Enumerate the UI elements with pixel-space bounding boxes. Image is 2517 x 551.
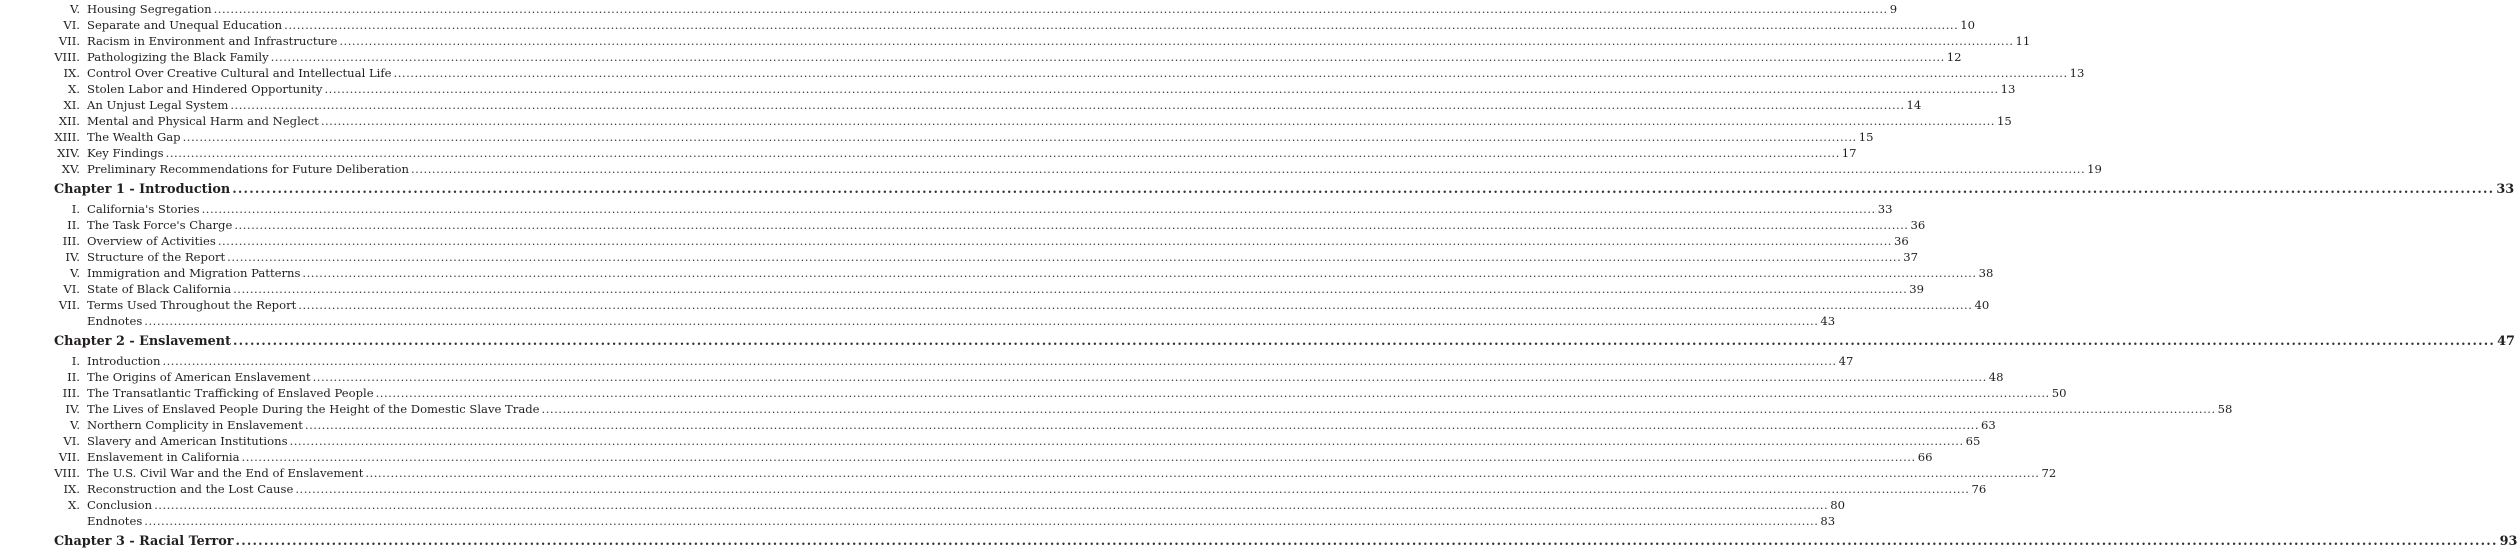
toc-entry-line xyxy=(87,65,2085,81)
toc-entry-title: Mental and Physical Harm and Neglect xyxy=(87,114,319,128)
toc-entry-line xyxy=(54,333,2515,351)
dot-leader: ................................................................................................................................................................................................................................................................................................................................................................................................................ xyxy=(304,418,1980,432)
toc-entry-page-number: 19 xyxy=(2087,162,2102,176)
toc-section-entry[interactable] xyxy=(0,145,1857,161)
toc-entry-number: III. xyxy=(62,386,80,400)
dot-leader: ................................................................................................................................................................................................................................................................................................................................................................................................................ xyxy=(234,218,1909,232)
toc-entry-line xyxy=(87,513,1836,529)
toc-entry-page-number: 36 xyxy=(1910,218,1926,232)
toc-entry-number: IV. xyxy=(65,402,80,416)
dot-leader: ................................................................................................................................................................................................................................................................................................................................................................................................................ xyxy=(411,162,2086,176)
toc-entry-line xyxy=(87,161,2102,177)
toc-entry-title: Overview of Activities xyxy=(87,234,216,248)
toc-entry-page-number: 38 xyxy=(1978,266,1994,280)
toc-entry-number: VII. xyxy=(58,34,80,48)
toc-entry-page-number: 47 xyxy=(1838,354,1854,368)
toc-entry-number: I. xyxy=(71,202,80,216)
dot-leader: ................................................................................................................................................................................................................................................................................................................................................................................................................ xyxy=(324,82,1999,96)
toc-entry-title: Endnotes xyxy=(87,314,143,328)
dot-leader: ................................................................................................................................................................................................................................................................................................................................................................................................................ xyxy=(295,482,1970,496)
toc-section-entry[interactable] xyxy=(0,81,2016,97)
toc-entry-page-number: 65 xyxy=(1965,434,1981,448)
toc-section-entry[interactable] xyxy=(0,33,2031,49)
toc-entry-page-number: 93 xyxy=(2499,534,2517,549)
toc-entry-title: Racism in Environment and Infrastructure xyxy=(87,34,338,48)
toc-entry-number: IV. xyxy=(65,250,80,264)
toc-entry-title: State of Black California xyxy=(87,282,232,296)
toc-entry-line xyxy=(87,265,1994,281)
toc-entry-line xyxy=(87,433,1981,449)
toc-entry-title: Introduction xyxy=(87,354,161,368)
toc-section-entry[interactable] xyxy=(0,201,1893,217)
dot-leader: ................................................................................................................................................................................................................................................................................................................................................................................................................ xyxy=(235,534,2498,549)
toc-section-entry[interactable] xyxy=(0,217,1926,233)
toc-entry-title: Key Findings xyxy=(87,146,164,160)
toc-entry-page-number: 10 xyxy=(1960,18,1976,32)
toc-section-entry[interactable] xyxy=(0,265,1994,281)
toc-entry-title: Chapter 1 - Introduction xyxy=(54,182,231,197)
toc-section-entry[interactable] xyxy=(0,1,1898,17)
toc-entry-page-number: 13 xyxy=(2000,82,2016,96)
toc-entry-page-number: 76 xyxy=(1971,482,1987,496)
toc-entry-page-number: 58 xyxy=(2217,402,2233,416)
toc-entry-title: Stolen Labor and Hindered Opportunity xyxy=(87,82,323,96)
toc-entry-line xyxy=(87,401,2233,417)
toc-section-entry[interactable] xyxy=(0,497,1845,513)
toc-entry-page-number: 33 xyxy=(1877,202,1893,216)
toc-section-entry[interactable] xyxy=(0,97,1922,113)
toc-entry-title: Chapter 2 - Enslavement xyxy=(54,334,231,349)
dot-leader: ................................................................................................................................................................................................................................................................................................................................................................................................................ xyxy=(230,98,1905,112)
toc-entry-line xyxy=(87,201,1893,217)
toc-entry-line xyxy=(87,217,1926,233)
toc-section-entry[interactable] xyxy=(0,369,2004,385)
toc-section-entry[interactable] xyxy=(0,313,1836,329)
dot-leader: ................................................................................................................................................................................................................................................................................................................................................................................................................ xyxy=(365,466,2040,480)
toc-entry-title: The Origins of American Enslavement xyxy=(87,370,311,384)
toc-entry-number: II. xyxy=(67,218,80,232)
toc-entry-page-number: 63 xyxy=(1981,418,1996,432)
toc-entry-number: VII. xyxy=(58,450,80,464)
toc-entry-page-number: 39 xyxy=(1909,282,1925,296)
toc-entry-number: VII. xyxy=(58,298,80,312)
toc-entry-title: Enslavement in California xyxy=(87,450,240,464)
toc-section-entry[interactable] xyxy=(0,113,2012,129)
toc-entry-number: XV. xyxy=(61,162,80,176)
dot-leader: ................................................................................................................................................................................................................................................................................................................................................................................................................ xyxy=(144,314,1819,328)
toc-entry-title: The Wealth Gap xyxy=(87,130,181,144)
toc-entry-number: XII. xyxy=(58,114,80,128)
toc-entry-page-number: 13 xyxy=(2069,66,2085,80)
toc-entry-page-number: 17 xyxy=(1841,146,1857,160)
dot-leader: ................................................................................................................................................................................................................................................................................................................................................................................................................ xyxy=(217,234,1892,248)
toc-entry-page-number: 15 xyxy=(1858,130,1874,144)
toc-entry-number: IX. xyxy=(63,482,80,496)
toc-entry-title: The Lives of Enslaved People During the Height of the Domestic Slave Trade xyxy=(87,402,540,416)
dot-leader: ................................................................................................................................................................................................................................................................................................................................................................................................................ xyxy=(144,514,1819,528)
toc-entry-line xyxy=(87,17,1976,33)
toc-entry-title: Structure of the Report xyxy=(87,250,226,264)
toc-entry-number: XIV. xyxy=(57,146,80,160)
toc-entry-line xyxy=(87,313,1836,329)
toc-entry-line xyxy=(87,81,2016,97)
toc-entry-page-number: 80 xyxy=(1830,498,1845,512)
toc-entry-title: The U.S. Civil War and the End of Enslavement xyxy=(87,466,364,480)
toc-entry-number: X. xyxy=(68,498,80,512)
dot-leader: ................................................................................................................................................................................................................................................................................................................................................................................................................ xyxy=(312,370,1987,384)
toc-section-entry[interactable] xyxy=(0,513,1836,529)
dot-leader: ................................................................................................................................................................................................................................................................................................................................................................................................................ xyxy=(213,2,1888,16)
toc-entry-number: VI. xyxy=(63,282,80,296)
dot-leader: ................................................................................................................................................................................................................................................................................................................................................................................................................ xyxy=(165,146,1840,160)
toc-entry-line xyxy=(87,497,1845,513)
toc-entry-page-number: 11 xyxy=(2015,34,2031,48)
toc-entry-line xyxy=(87,145,1857,161)
toc-entry-page-number: 50 xyxy=(2051,386,2067,400)
toc-entry-page-number: 37 xyxy=(1903,250,1919,264)
toc-entry-number: X. xyxy=(68,82,80,96)
toc-entry-title: Slavery and American Institutions xyxy=(87,434,288,448)
toc-entry-title: Conclusion xyxy=(87,498,153,512)
toc-section-entry[interactable] xyxy=(0,249,1919,265)
toc-entry-line xyxy=(87,353,1854,369)
dot-leader: ................................................................................................................................................................................................................................................................................................................................................................................................................ xyxy=(320,114,1995,128)
toc-entry-line xyxy=(54,533,2517,551)
toc-entry-line xyxy=(87,1,1898,17)
toc-entry-number: IX. xyxy=(63,66,80,80)
toc-entry-title: California's Stories xyxy=(87,202,200,216)
toc-entry-title: Pathologizing the Black Family xyxy=(87,50,269,64)
toc-entry-title: The Task Force's Charge xyxy=(87,218,233,232)
toc-entry-number: II. xyxy=(67,370,80,384)
toc-section-entry[interactable] xyxy=(0,297,1990,313)
dot-leader: ................................................................................................................................................................................................................................................................................................................................................................................................................ xyxy=(233,334,2496,349)
toc-entry-number: XI. xyxy=(63,98,80,112)
toc-section-entry[interactable] xyxy=(0,401,2233,417)
dot-leader: ................................................................................................................................................................................................................................................................................................................................................................................................................ xyxy=(241,450,1916,464)
toc-entry-line xyxy=(87,233,1909,249)
toc-entry-line xyxy=(87,49,1962,65)
toc-entry-page-number: 9 xyxy=(1889,2,1898,16)
toc-entry-line xyxy=(87,281,1925,297)
dot-leader: ................................................................................................................................................................................................................................................................................................................................................................................................................ xyxy=(393,66,2068,80)
toc-entry-title: Reconstruction and the Lost Cause xyxy=(87,482,294,496)
dot-leader: ................................................................................................................................................................................................................................................................................................................................................................................................................ xyxy=(289,434,1964,448)
toc-entry-line xyxy=(87,249,1919,265)
toc-entry-page-number: 43 xyxy=(1820,314,1836,328)
toc-entry-number: VI. xyxy=(63,434,80,448)
toc-entry-page-number: 36 xyxy=(1893,234,1909,248)
toc-entry-line xyxy=(87,481,1987,497)
toc-entry-title: Northern Complicity in Enslavement xyxy=(87,418,303,432)
toc-section-entry[interactable] xyxy=(0,449,1933,465)
toc-entry-line xyxy=(87,33,2031,49)
dot-leader: ................................................................................................................................................................................................................................................................................................................................................................................................................ xyxy=(154,498,1829,512)
dot-leader: ................................................................................................................................................................................................................................................................................................................................................................................................................ xyxy=(201,202,1876,216)
dot-leader: ................................................................................................................................................................................................................................................................................................................................................................................................................ xyxy=(182,130,1857,144)
dot-leader: ................................................................................................................................................................................................................................................................................................................................................................................................................ xyxy=(233,282,1908,296)
toc-entry-line xyxy=(87,129,1874,145)
toc-section-entry[interactable] xyxy=(0,129,1874,145)
toc-entry-page-number: 47 xyxy=(2497,334,2515,349)
toc-section-entry[interactable] xyxy=(0,481,1987,497)
toc-entry-line xyxy=(87,417,1996,433)
toc-entry-line xyxy=(54,181,2515,199)
toc-section-entry[interactable] xyxy=(0,417,1996,433)
toc-entry-title: Immigration and Migration Patterns xyxy=(87,266,301,280)
dot-leader: ................................................................................................................................................................................................................................................................................................................................................................................................................ xyxy=(232,182,2495,197)
toc-section-entry[interactable] xyxy=(0,281,1925,297)
toc-entry-number: VIII. xyxy=(54,50,80,64)
toc-entry-number: V. xyxy=(69,418,80,432)
toc-entry-title: An Unjust Legal System xyxy=(87,98,229,112)
dot-leader: ................................................................................................................................................................................................................................................................................................................................................................................................................ xyxy=(375,386,2050,400)
toc-entry-page-number: 14 xyxy=(1906,98,1922,112)
toc-entry-number: V. xyxy=(69,266,80,280)
toc-entry-number: XIII. xyxy=(54,130,80,144)
toc-section-entry[interactable] xyxy=(0,385,2067,401)
toc-entry-title: Separate and Unequal Education xyxy=(87,18,283,32)
toc-entry-page-number: 66 xyxy=(1917,450,1933,464)
toc-entry-page-number: 40 xyxy=(1974,298,1990,312)
toc-entry-number: VI. xyxy=(63,18,80,32)
toc-entry-line xyxy=(87,113,2012,129)
toc-entry-number: I. xyxy=(71,354,80,368)
toc-entry-line xyxy=(87,297,1990,313)
toc-entry-line xyxy=(87,465,2057,481)
toc-entry-number: V. xyxy=(69,2,80,16)
toc-entry-page-number: 15 xyxy=(1996,114,2012,128)
toc-chapter-entry[interactable] xyxy=(0,533,2517,551)
toc-section-entry[interactable] xyxy=(0,465,2057,481)
toc-chapter-entry[interactable] xyxy=(0,181,2515,199)
toc-entry-title: Control Over Creative Cultural and Intellectual Life xyxy=(87,66,392,80)
dot-leader: ................................................................................................................................................................................................................................................................................................................................................................................................................ xyxy=(298,298,1973,312)
toc-chapter-entry[interactable] xyxy=(0,333,2515,351)
toc-entry-page-number: 72 xyxy=(2041,466,2057,480)
toc-entry-line xyxy=(87,97,1922,113)
toc-entry-page-number: 83 xyxy=(1820,514,1836,528)
toc-entry-page-number: 48 xyxy=(1988,370,2004,384)
dot-leader: ................................................................................................................................................................................................................................................................................................................................................................................................................ xyxy=(541,402,2216,416)
toc-entry-line xyxy=(87,449,1933,465)
toc-section-entry[interactable] xyxy=(0,433,1981,449)
toc-entry-title: The Transatlantic Trafficking of Enslaved People xyxy=(87,386,374,400)
toc-entry-title: Chapter 3 - Racial Terror xyxy=(54,534,234,549)
dot-leader: ................................................................................................................................................................................................................................................................................................................................................................................................................ xyxy=(270,50,1945,64)
dot-leader: ................................................................................................................................................................................................................................................................................................................................................................................................................ xyxy=(339,34,2014,48)
toc-entry-title: Terms Used Throughout the Report xyxy=(87,298,297,312)
dot-leader: ................................................................................................................................................................................................................................................................................................................................................................................................................ xyxy=(227,250,1902,264)
toc-section-entry[interactable] xyxy=(0,233,1909,249)
toc-entry-number: VIII. xyxy=(54,466,80,480)
toc-section-entry[interactable] xyxy=(0,49,1962,65)
toc-entry-line xyxy=(87,385,2067,401)
toc-entry-title: Endnotes xyxy=(87,514,143,528)
toc-section-entry[interactable] xyxy=(0,161,2102,177)
toc-section-entry[interactable] xyxy=(0,17,1976,33)
toc-entry-number: III. xyxy=(62,234,80,248)
dot-leader: ................................................................................................................................................................................................................................................................................................................................................................................................................ xyxy=(302,266,1977,280)
dot-leader: ................................................................................................................................................................................................................................................................................................................................................................................................................ xyxy=(162,354,1837,368)
toc-entry-line xyxy=(87,369,2004,385)
toc-section-entry[interactable] xyxy=(0,353,1854,369)
dot-leader: ................................................................................................................................................................................................................................................................................................................................................................................................................ xyxy=(284,18,1959,32)
toc-entry-page-number: 12 xyxy=(1946,50,1962,64)
toc-section-entry[interactable] xyxy=(0,65,2085,81)
toc-entry-title: Preliminary Recommendations for Future Deliberation xyxy=(87,162,409,176)
toc-entry-title: Housing Segregation xyxy=(87,2,212,16)
toc-entry-page-number: 33 xyxy=(2496,182,2515,197)
